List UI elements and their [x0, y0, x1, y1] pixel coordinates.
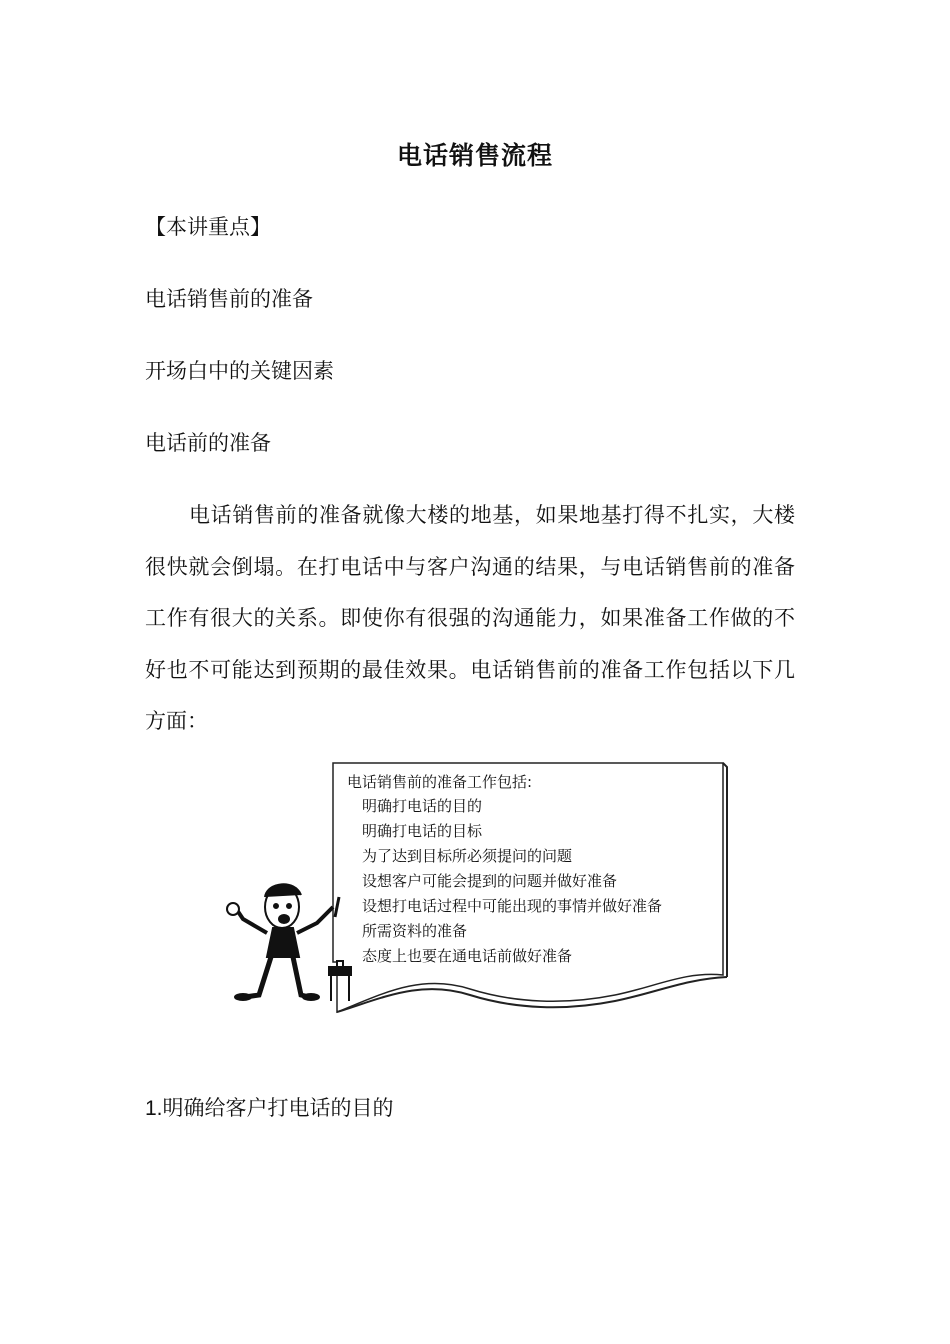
preparation-figure: [215, 757, 730, 1042]
key-points-label: 【本讲重点】: [145, 215, 271, 239]
key-point-item: 开场白中的关键因素: [145, 359, 334, 383]
figure-item: 明确打电话的目标: [362, 822, 483, 840]
figure-item: 设想客户可能会提到的问题并做好准备: [362, 872, 618, 890]
presenter-icon: [227, 884, 339, 1000]
figure-heading: 电话销售前的准备工作包括:: [347, 773, 533, 791]
section-title: 电话前的准备: [145, 431, 271, 455]
figure-item: 明确打电话的目的: [362, 797, 483, 815]
figure-item: 为了达到目标所必须提问的问题: [362, 847, 573, 865]
page-title: 电话销售流程: [396, 141, 553, 170]
figure-item: 所需资料的准备: [362, 922, 468, 940]
subheading: [145, 1092, 394, 1122]
body-paragraph: 电话销售前的准备就像大楼的地基，如果地基打得不扎实，大楼很快就会倒塌。在打电话中与客户沟通的结果，与电话销售前的准备工作有很大的关系。即使你有很强的沟通能力，如果准备工作做的不好也不可能达到预期的最佳效果。电话销售前的准备工作包括以下几方面：: [145, 503, 795, 733]
subheading-number: 1.: [145, 1097, 163, 1120]
key-point-item: 电话销售前的准备: [145, 287, 313, 311]
subheading-text: 明确给客户打电话的目的: [162, 1096, 394, 1120]
figure-item: 设想打电话过程中可能出现的事情并做好准备: [362, 897, 663, 915]
figure-item: 态度上也要在通电话前做好准备: [362, 947, 573, 965]
